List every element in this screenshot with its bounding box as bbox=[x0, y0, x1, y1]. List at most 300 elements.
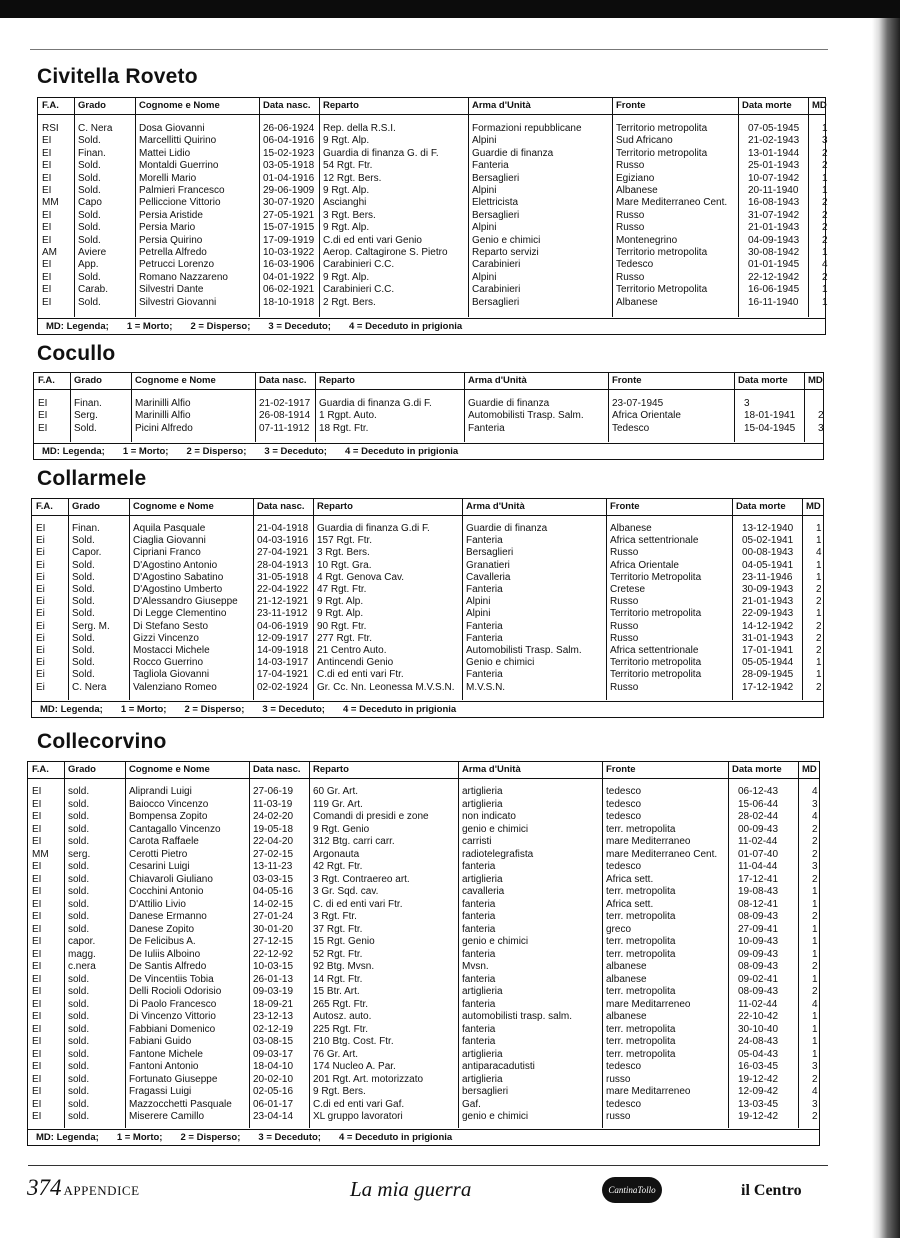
table-cell: 21-01-1943 bbox=[748, 222, 800, 234]
header-cell: Fronte bbox=[610, 501, 640, 512]
table-cell: EI bbox=[42, 271, 52, 283]
table-cell: 21 Centro Auto. bbox=[317, 645, 387, 656]
table-cell: Sud Africano bbox=[616, 135, 673, 147]
table-cell: Russo bbox=[616, 160, 645, 172]
table-cell: sold. bbox=[68, 873, 90, 885]
legend-label: MD: Legenda; bbox=[46, 321, 109, 332]
table-cell: Aviere bbox=[78, 247, 107, 258]
table-cell: 27-12-15 bbox=[253, 936, 294, 947]
table-cell: 26-06-1924 bbox=[263, 123, 315, 134]
table-cell: 2 bbox=[816, 681, 822, 693]
table-cell: 312 Btg. carri carr. bbox=[313, 836, 395, 847]
table-cell: MM bbox=[42, 197, 59, 209]
legend-item: 3 = Deceduto; bbox=[262, 704, 325, 715]
table-cell: 27-05-1921 bbox=[263, 209, 315, 221]
table-cell: 09-02-41 bbox=[738, 973, 779, 985]
legend-label: MD: Legenda; bbox=[36, 1132, 99, 1143]
appendix-label: APPENDICE bbox=[63, 1183, 140, 1198]
table-cell: Marcellitti Quirino bbox=[139, 135, 217, 147]
table-cell: 2 bbox=[822, 222, 828, 234]
table-cell: mare Meditarreneo bbox=[606, 998, 691, 1010]
table-cell: Fabiani Guido bbox=[129, 1036, 192, 1047]
table-cell: Delli Rocioli Odorisio bbox=[129, 986, 222, 997]
table-cell: Africa settentrionale bbox=[610, 535, 699, 547]
legend-item: 1 = Morto; bbox=[126, 321, 173, 332]
table-cell: 3 bbox=[812, 798, 818, 810]
table-cell: 42 Rgt. Ftr. bbox=[313, 861, 363, 872]
table-cell: 2 bbox=[812, 1073, 818, 1085]
table-cell: 17-01-1941 bbox=[742, 645, 794, 656]
table-cell: 2 bbox=[816, 620, 822, 632]
table-cell: 2 bbox=[812, 986, 818, 997]
table-cell: terr. metropolita bbox=[606, 911, 676, 922]
table-cell: EI bbox=[32, 1073, 42, 1085]
table-cell: 1 bbox=[822, 185, 828, 196]
table-cell: Ei bbox=[36, 584, 45, 595]
table-cell: 2 bbox=[822, 234, 828, 246]
table-cell: Marinilli Alfio bbox=[135, 398, 191, 409]
table-cell: EI bbox=[32, 898, 42, 910]
table-cell: 15 Rgt. Genio bbox=[313, 936, 375, 947]
table-header bbox=[28, 762, 819, 779]
table-cell: Fanteria bbox=[468, 422, 505, 434]
table-cell: 04-09-1943 bbox=[748, 234, 800, 246]
table-cell: 09-09-43 bbox=[738, 948, 779, 960]
table-cell: sold. bbox=[68, 1086, 90, 1097]
table-cell: fanteria bbox=[462, 911, 496, 922]
table-cell: 21-12-1921 bbox=[257, 596, 309, 608]
table-cell: 15-06-44 bbox=[738, 798, 779, 810]
table-cell: 30-07-1920 bbox=[263, 197, 315, 209]
table-cell: EI bbox=[32, 886, 42, 897]
legend-item: 4 = Deceduto in prigionia bbox=[348, 321, 463, 332]
column-divider bbox=[802, 499, 803, 700]
roster-table bbox=[31, 498, 824, 718]
table-cell: Russo bbox=[616, 222, 645, 234]
table-cell: 1 bbox=[816, 523, 822, 534]
table-cell: 19-12-42 bbox=[738, 1111, 779, 1122]
table-cell: 18 Rgt. Ftr. bbox=[319, 422, 369, 434]
table-cell: EI bbox=[32, 1111, 42, 1122]
table-cell: 17-12-1942 bbox=[742, 681, 794, 693]
table-cell: 9 Rgt. Bers. bbox=[313, 1086, 366, 1097]
table-cell: Palmieri Francesco bbox=[139, 185, 225, 196]
table-cell: 1 bbox=[812, 1023, 818, 1035]
table-cell: EI bbox=[32, 973, 42, 985]
table-cell: Serg. M. bbox=[72, 620, 110, 632]
table-cell: Persia Mario bbox=[139, 222, 196, 234]
table-header bbox=[38, 98, 825, 115]
header-cell: F.A. bbox=[42, 100, 59, 111]
legend-label: MD: Legenda; bbox=[40, 704, 103, 715]
table-cell: 08-12-41 bbox=[738, 898, 779, 910]
table-cell: Sold. bbox=[78, 160, 101, 172]
table-cell: EI bbox=[38, 410, 48, 422]
table-cell: Tedesco bbox=[616, 259, 654, 271]
table-cell: 04-06-1919 bbox=[257, 620, 309, 632]
table-cell: 30-08-1942 bbox=[748, 247, 800, 258]
table-cell: sold. bbox=[68, 823, 90, 835]
table-cell: Ei bbox=[36, 535, 45, 547]
table-cell: Genio e chimici bbox=[472, 234, 541, 246]
table-cell: EI bbox=[42, 296, 52, 308]
table-cell: 08-09-43 bbox=[738, 911, 779, 922]
table-cell: radiotelegrafista bbox=[462, 848, 534, 860]
legend-item: 2 = Disperso; bbox=[186, 446, 247, 457]
table-cell: Alpini bbox=[472, 185, 497, 196]
table-cell: Fortunato Giuseppe bbox=[129, 1073, 218, 1085]
table-cell: albanese bbox=[606, 961, 647, 972]
table-cell: 1 bbox=[822, 284, 828, 296]
table-cell: 3 Rgt. Ftr. bbox=[313, 911, 357, 922]
section-title: Collarmele bbox=[37, 467, 147, 490]
table-cell: Ei bbox=[36, 632, 45, 644]
table-cell: Cipriani Franco bbox=[133, 547, 201, 559]
legend-item: 3 = Deceduto; bbox=[264, 446, 327, 457]
table-cell: Africa Orientale bbox=[610, 559, 679, 571]
table-cell: 277 Rgt. Ftr. bbox=[317, 632, 373, 644]
table-cell: Morelli Mario bbox=[139, 172, 197, 184]
table-cell: 29-06-1909 bbox=[263, 185, 315, 196]
table-cell: Sold. bbox=[78, 135, 101, 147]
table-cell: EI bbox=[32, 823, 42, 835]
table-cell: 2 bbox=[822, 209, 828, 221]
table-cell: Ei bbox=[36, 669, 45, 681]
table-cell: Bompensa Zopito bbox=[129, 811, 208, 822]
header-cell: Grado bbox=[68, 764, 96, 775]
section-title: Civitella Roveto bbox=[37, 65, 198, 88]
table-cell: EI bbox=[32, 1086, 42, 1097]
table-cell: Russo bbox=[610, 596, 639, 608]
table-cell: mare Meditarreneo bbox=[606, 1086, 691, 1097]
table-cell: Sold. bbox=[72, 669, 95, 681]
table-cell: De Felicibus A. bbox=[129, 936, 196, 947]
table-cell: De Iuliis Alboino bbox=[129, 948, 201, 960]
table-cell: artiglieria bbox=[462, 873, 503, 885]
table-cell: 10-09-43 bbox=[738, 936, 779, 947]
table-cell: Dosa Giovanni bbox=[139, 123, 205, 134]
legend-item: 2 = Disperso; bbox=[180, 1132, 241, 1143]
table-cell: Sold. bbox=[72, 584, 95, 595]
table-cell: Carabinieri bbox=[472, 284, 521, 296]
table-cell: 03-05-1918 bbox=[263, 160, 315, 172]
table-cell: Fanteria bbox=[466, 632, 503, 644]
table-cell: D'Agostino Umberto bbox=[133, 584, 223, 595]
table-cell: 17-12-41 bbox=[738, 873, 779, 885]
table-cell: EI bbox=[32, 936, 42, 947]
header-cell: MD bbox=[808, 375, 823, 386]
header-cell: Arma d'Unità bbox=[468, 375, 527, 386]
table-cell: 22-09-1943 bbox=[742, 608, 794, 620]
table-cell: 3 bbox=[812, 861, 818, 872]
table-cell: 22-04-20 bbox=[253, 836, 294, 847]
table-cell: 30-01-20 bbox=[253, 923, 294, 935]
table-cell: capor. bbox=[68, 936, 96, 947]
table-cell: 1 Rgpt. Auto. bbox=[319, 410, 377, 422]
table-cell: sold. bbox=[68, 973, 90, 985]
table-cell: fanteria bbox=[462, 898, 496, 910]
table-cell: Ascianghi bbox=[323, 197, 367, 209]
table-cell: sold. bbox=[68, 923, 90, 935]
table-cell: EI bbox=[42, 135, 52, 147]
table-cell: Finan. bbox=[78, 147, 106, 159]
table-cell: 15-02-1923 bbox=[263, 147, 315, 159]
table-cell: 07-05-1945 bbox=[748, 123, 800, 134]
table-cell: Ei bbox=[36, 645, 45, 656]
table-cell: 9 Rgt. Alp. bbox=[317, 596, 364, 608]
table-cell: Territorio metropolita bbox=[610, 657, 702, 669]
legend-item: 2 = Disperso; bbox=[184, 704, 245, 715]
table-cell: 4 bbox=[812, 811, 818, 822]
header-cell: Data morte bbox=[738, 375, 788, 386]
table-cell: Danese Ermanno bbox=[129, 911, 207, 922]
header-cell: Data morte bbox=[736, 501, 786, 512]
table-cell: 26-08-1914 bbox=[259, 410, 311, 422]
table-cell: 08-09-43 bbox=[738, 961, 779, 972]
table-cell: Cretese bbox=[610, 584, 646, 595]
table-cell: EI bbox=[36, 523, 46, 534]
table-cell: 2 Rgt. Bers. bbox=[323, 296, 376, 308]
table-cell: EI bbox=[42, 284, 52, 296]
table-cell: 31-07-1942 bbox=[748, 209, 800, 221]
table-cell: Cavalleria bbox=[466, 571, 511, 583]
table-cell: 2 bbox=[812, 1111, 818, 1122]
table-cell: Automobilisti Trasp. Salm. bbox=[468, 410, 584, 422]
table-cell: 16-08-1943 bbox=[748, 197, 800, 209]
table-cell: 1 bbox=[822, 247, 828, 258]
table-cell: 90 Rgt. Ftr. bbox=[317, 620, 367, 632]
column-divider bbox=[798, 762, 799, 1128]
header-cell: Data nasc. bbox=[259, 375, 307, 386]
table-cell: 201 Rgt. Art. motorizzato bbox=[313, 1073, 424, 1085]
header-cell: Data nasc. bbox=[263, 100, 311, 111]
table-cell: 25-01-1943 bbox=[748, 160, 800, 172]
table-cell: 04-01-1922 bbox=[263, 271, 315, 283]
table-cell: Fanteria bbox=[466, 584, 503, 595]
table-cell: Chiavaroli Giuliano bbox=[129, 873, 213, 885]
cantina-tollo-logo bbox=[602, 1177, 662, 1203]
table-cell: Picini Alfredo bbox=[135, 422, 193, 434]
table-cell: Persia Aristide bbox=[139, 209, 203, 221]
table-cell: Russo bbox=[616, 209, 645, 221]
table-cell: Bersaglieri bbox=[472, 296, 520, 308]
table-cell: Sold. bbox=[72, 632, 95, 644]
table-cell: Tedesco bbox=[612, 422, 650, 434]
table-cell: 22-12-92 bbox=[253, 948, 294, 960]
table-cell: Sold. bbox=[78, 209, 101, 221]
table-cell: 2 bbox=[822, 147, 828, 159]
table-cell: Comandi di presidi e zone bbox=[313, 811, 429, 822]
table-cell: Fantoni Antonio bbox=[129, 1061, 199, 1072]
table-cell: Sold. bbox=[72, 596, 95, 608]
table-cell: genio e chimici bbox=[462, 1111, 529, 1122]
table-cell: Guardie di finanza bbox=[468, 398, 550, 409]
table-cell: Carota Raffaele bbox=[129, 836, 199, 847]
table-cell: 47 Rgt. Ftr. bbox=[317, 584, 367, 595]
table-cell: Sold. bbox=[78, 222, 101, 234]
table-cell: Fanteria bbox=[466, 669, 503, 681]
table-cell: 1 bbox=[816, 669, 822, 681]
table-cell: EI bbox=[32, 1036, 42, 1047]
table-cell: 13-01-1944 bbox=[748, 147, 800, 159]
table-cell: Sold. bbox=[72, 571, 95, 583]
table-cell: Baiocco Vincenzo bbox=[129, 798, 209, 810]
table-cell: 06-02-1921 bbox=[263, 284, 315, 296]
table-cell: Mattei Lidio bbox=[139, 147, 191, 159]
table-cell: 07-11-1912 bbox=[259, 422, 310, 434]
table-cell: terr. metropolita bbox=[606, 948, 676, 960]
legend-row bbox=[38, 318, 825, 334]
table-cell: 01-07-40 bbox=[738, 848, 779, 860]
table-cell: EI bbox=[42, 234, 52, 246]
table-cell: 16-06-1945 bbox=[748, 284, 800, 296]
header-cell: Cognome e Nome bbox=[129, 764, 210, 775]
table-cell: EI bbox=[32, 1061, 42, 1072]
table-cell: App. bbox=[78, 259, 99, 271]
table-cell: 157 Rgt. Ftr. bbox=[317, 535, 373, 547]
table-cell: 22-04-1922 bbox=[257, 584, 309, 595]
table-cell: 31-01-1943 bbox=[742, 632, 794, 644]
table-cell: 03-08-15 bbox=[253, 1036, 294, 1047]
table-cell: 225 Rgt. Ftr. bbox=[313, 1023, 369, 1035]
table-cell: 27-06-19 bbox=[253, 786, 294, 797]
table-cell: 16-03-1906 bbox=[263, 259, 315, 271]
header-cell: Data morte bbox=[732, 764, 782, 775]
table-cell: Mare Mediterraneo Cent. bbox=[616, 197, 728, 209]
table-cell: 31-05-1918 bbox=[257, 571, 309, 583]
table-cell: Cesarini Luigi bbox=[129, 861, 190, 872]
table-cell: Ei bbox=[36, 608, 45, 620]
table-cell: EI bbox=[38, 422, 48, 434]
table-cell: 21-01-1943 bbox=[742, 596, 794, 608]
table-cell: EI bbox=[42, 222, 52, 234]
table-cell: Serg. bbox=[74, 410, 98, 422]
table-cell: Africa Orientale bbox=[612, 410, 681, 422]
table-cell: 4 bbox=[812, 998, 818, 1010]
table-cell: 13-11-23 bbox=[253, 861, 293, 872]
table-cell: 08-09-43 bbox=[738, 986, 779, 997]
table-cell: Argonauta bbox=[313, 848, 360, 860]
header-cell: Data nasc. bbox=[257, 501, 305, 512]
table-cell: fanteria bbox=[462, 1036, 496, 1047]
table-cell: Bersaglieri bbox=[472, 209, 520, 221]
table-cell: sold. bbox=[68, 798, 90, 810]
table-cell: Bersaglieri bbox=[466, 547, 514, 559]
table-cell: fanteria bbox=[462, 973, 496, 985]
table-cell: 22-10-42 bbox=[738, 1011, 779, 1022]
table-cell: artiglieria bbox=[462, 986, 503, 997]
table-cell: 76 Gr. Art. bbox=[313, 1048, 359, 1060]
table-cell: Danese Zopito bbox=[129, 923, 195, 935]
table-cell: Ciaglia Giovanni bbox=[133, 535, 206, 547]
table-cell: 28-04-1913 bbox=[257, 559, 309, 571]
table-cell: 18-10-1918 bbox=[263, 296, 315, 308]
table-cell: 1 bbox=[822, 172, 828, 184]
table-cell: D'Alessandro Giuseppe bbox=[133, 596, 238, 608]
table-cell: Sold. bbox=[78, 185, 101, 196]
table-cell: terr. metropolita bbox=[606, 936, 676, 947]
table-cell: 9 Rgt. Alp. bbox=[317, 608, 364, 620]
table-cell: 28-02-44 bbox=[738, 811, 779, 822]
table-cell: Montaldi Guerrino bbox=[139, 160, 219, 172]
header-cell: F.A. bbox=[32, 764, 49, 775]
table-cell: Sold. bbox=[78, 296, 101, 308]
table-cell: Rocco Guerrino bbox=[133, 657, 204, 669]
table-cell: 17-09-1919 bbox=[263, 234, 315, 246]
table-cell: sold. bbox=[68, 998, 90, 1010]
table-cell: fanteria bbox=[462, 1023, 496, 1035]
table-cell: Bersaglieri bbox=[472, 172, 520, 184]
column-divider bbox=[732, 499, 733, 700]
table-cell: Di Paolo Francesco bbox=[129, 998, 217, 1010]
table-cell: sold. bbox=[68, 898, 90, 910]
table-cell: 1 bbox=[812, 936, 818, 947]
table-cell: C. Nera bbox=[78, 123, 113, 134]
table-cell: 18-01-1941 bbox=[744, 410, 796, 422]
table-cell: Territorio metropolita bbox=[616, 247, 708, 258]
table-cell: 9 Rgt. Alp. bbox=[323, 222, 370, 234]
table-cell: 2 bbox=[812, 848, 818, 860]
table-cell: Finan. bbox=[72, 523, 100, 534]
table-cell: 14-09-1918 bbox=[257, 645, 309, 656]
table-cell: Territorio metropolita bbox=[616, 147, 708, 159]
table-cell: 2 bbox=[816, 596, 822, 608]
table-cell: 10 Rgt. Gra. bbox=[317, 559, 372, 571]
table-cell: 16-11-1940 bbox=[748, 296, 799, 308]
table-cell: 1 bbox=[822, 296, 828, 308]
table-cell: tedesco bbox=[606, 1061, 642, 1072]
table-cell: 3 bbox=[812, 1061, 818, 1072]
header-cell: Arma d'Unità bbox=[466, 501, 525, 512]
table-cell: Sold. bbox=[72, 535, 95, 547]
table-cell: 18-04-10 bbox=[253, 1061, 294, 1072]
table-cell: Alpini bbox=[472, 222, 497, 234]
table-cell: 2 bbox=[818, 410, 824, 422]
legend-item: 3 = Deceduto; bbox=[268, 321, 331, 332]
table-cell: Elettricista bbox=[472, 197, 519, 209]
table-cell: non indicato bbox=[462, 811, 516, 822]
table-cell: terr. metropolita bbox=[606, 886, 676, 897]
header-cell: Grado bbox=[78, 100, 106, 111]
table-cell: EI bbox=[32, 1098, 42, 1110]
table-cell: Montenegrino bbox=[616, 234, 678, 246]
table-cell: EI bbox=[42, 185, 52, 196]
table-cell: Marinilli Alfio bbox=[135, 410, 191, 422]
table-cell: 1 bbox=[812, 886, 818, 897]
footer-page-label bbox=[27, 1175, 140, 1201]
table-cell: sold. bbox=[68, 1023, 90, 1035]
table-cell: 12-09-42 bbox=[738, 1086, 779, 1097]
table-cell: Genio e chimici bbox=[466, 657, 535, 669]
table-cell: c.nera bbox=[68, 961, 96, 972]
table-cell: Carabinieri bbox=[472, 259, 521, 271]
table-cell: 15-07-1915 bbox=[263, 222, 315, 234]
table-cell: EI bbox=[42, 209, 52, 221]
table-cell: 05-05-1944 bbox=[742, 657, 794, 669]
table-cell: 13-12-1940 bbox=[742, 523, 794, 534]
table-cell: terr. metropolita bbox=[606, 986, 676, 997]
table-cell: 01-04-1916 bbox=[263, 172, 315, 184]
table-cell: automobilisti trasp. salm. bbox=[462, 1011, 573, 1022]
table-cell: 1 bbox=[812, 948, 818, 960]
table-cell: 19-08-43 bbox=[738, 886, 779, 897]
table-cell: 4 bbox=[812, 1086, 818, 1097]
table-cell: 15 Btr. Art. bbox=[313, 986, 360, 997]
table-cell: Di Stefano Sesto bbox=[133, 620, 209, 632]
table-cell: 1 bbox=[812, 1036, 818, 1047]
table-cell: sold. bbox=[68, 886, 90, 897]
legend-item: 4 = Deceduto in prigionia bbox=[342, 704, 457, 715]
